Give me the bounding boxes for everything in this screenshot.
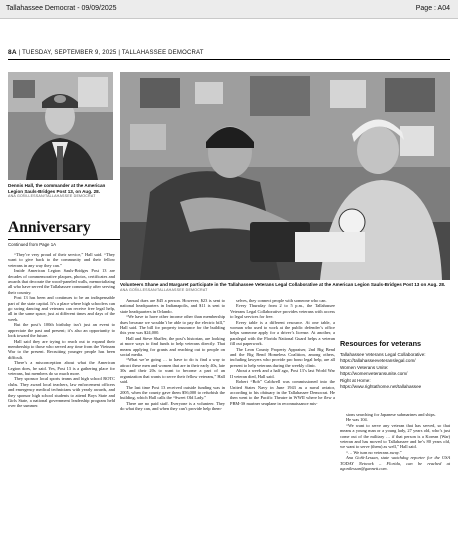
article-column-4 (340, 412, 450, 471)
paragraph: Annual dues are $45 a person. However, $23 is sent to national headquarters in Indianapolis, and $11 is sent to state headquarters in Orlando. (120, 298, 225, 314)
jump-line: Continued from Page 1A (8, 242, 57, 247)
paragraph: Inside American Legion Sauls-Bridges Post 13 are decades of commemorative plaques, photos, certificates and awards that decorate the wood-paneled walls, memorializing all who have served the Tallahassee community after serving their country. (8, 268, 115, 295)
paragraph: Every table is a different resource. At one table, a woman who used to work at the public defender’s office helps someone apply for a driver’s license. At another, a paralegal with the Florida National Guard helps a veteran fill out paperwork. (230, 319, 335, 347)
portrait-photo (8, 72, 113, 180)
resource-label: Tallahassee Veterans Legal Collaborative: (340, 352, 426, 357)
page-folio (8, 49, 450, 60)
paragraph: Post 13 has been and continues to be an indispensable part of the state capital. It’s a place where high schoolers can go swing dancing and veterans can receive free legal help, all in the same space, just at different times and days of the week. (8, 295, 115, 322)
main-caption-text: Volunteers Shane and Margaret participate in the Tallahassee Veterans Legal Collaborative at the American Legion Sauls-Bridges Post 13 on Aug. 28. (120, 282, 446, 287)
resource-label: Women Veterans Unite: (340, 364, 389, 370)
article-headline: Anniversary (8, 219, 120, 240)
article-column-1 (8, 252, 115, 409)
resources-list (340, 352, 450, 390)
edition-label: Tallahassee Democrat - 09/09/2025 (6, 5, 117, 12)
paragraph: “What we’re going … to have to do is find a way to attract these men and women that are in their early 40s, late 30s and their 20s to want to become a part of an organization that wants to serve their fellow veterans,” Hall said. (120, 357, 225, 385)
page-number: 8A (8, 49, 17, 56)
resources-heading: Resources for veterans (340, 339, 422, 348)
portrait-caption (8, 183, 116, 200)
page-indicator: Page : A04 (415, 5, 450, 12)
paragraph: “… We turn no veterans away.” (346, 449, 402, 455)
resource-label: Right at Home: (340, 377, 371, 383)
resource-link[interactable]: https://www.rightathome.net/tallahassee (340, 384, 422, 390)
paragraph: Robert “Bob” Caldwell was commissioned into the United States Navy in June 1943 as a naval aviator, according to his obituary in the Tallahassee Democrat. He then went to the Pacific Theatre in WWII where he flew a PBM-3S mariner seaplane in reconnaissance mis- (230, 379, 335, 406)
paragraph: About a week and a half ago, Post 13’s last World War II veteran died, Hall said. (230, 368, 335, 379)
paragraph: He was 104. (346, 417, 368, 423)
main-photo (120, 72, 450, 280)
paragraph: selves, they connect people with someone who can. (236, 298, 327, 303)
paragraph: They sponsor local sports teams and high school ROTC clubs. They award local teachers, law enforcement officers and emergency medical technicians with yearly awards, and they sponsor high school students to attend Boys State and Girls State, a national government leadership program held over the summer. (8, 376, 115, 409)
paragraph: But the post’s 100th birthday isn’t just an event to appreciate the past and present; it’s also an opportunity to look toward the future. (8, 322, 115, 339)
paragraph: The last time Post 13 received outside funding was in 2005, when the county gave them $56,000 to refurbish the building, which Hall calls the “Sweet Old Lady.” (120, 384, 225, 401)
paragraph: Every Thursday from 2 to 5 p.m., the Tallahassee Veterans Legal Collaborative provides veterans with access to legal services for free. (230, 303, 335, 320)
article-column-2 (120, 298, 225, 412)
paragraph: Hall said they are trying to reach out to expand their membership to those who served any time from the Vietnam War to the present. Recruiting younger people has been difficult. (8, 338, 115, 360)
paragraph: sions searching for Japanese submarines and ships. (346, 412, 436, 417)
paragraph: “We want to serve any veteran that has served, so that means a young man or a young lady, 27 years old, who’s just come out of the military … if that person is a Korean (War) veteran and has moved to Tallahassee and he’s 80 years old, we want to serve (them) as well,” Hall said. (340, 422, 450, 450)
main-photo-credit: ANA GOÑI-LESSAN/TALLAHASSEE DEMOCRAT (120, 287, 208, 292)
paragraph: There’s a misconception about what the American Legion does, he said. Yes, Post 13 is a gathering place for veterans, but members do so much more. (8, 360, 115, 376)
article-column-3 (230, 298, 335, 406)
paragraph: The Leon County Property Appraiser, 2nd Big Bend and the Big Bend Homeless Coalition, among others, including lawyers who provide pro bono legal help, are all present to help veterans during the weekly clinic. (230, 346, 335, 368)
resource-link[interactable]: https://womenveteransunite.com/ (340, 371, 408, 377)
resource-link[interactable]: https://tallahasseeveteranslegal.com/ (340, 358, 416, 364)
portrait-caption-text: Dennis Hall, the commander at the American Legion Sauls-Bridges Post 13, on Aug. 28. (8, 183, 106, 194)
folio-text: | TUESDAY, SEPTEMBER 9, 2025 | TALLAHASSEE DEMOCRAT (18, 50, 204, 56)
reporter-tagline: Ana Goñi-Lessan, state watchdog reporter for the USA TODAY Network – Florida, can be reached at agonilessan@gannett.com. (340, 455, 450, 472)
paragraph: “We have to have other income other than membership dues because we wouldn’t be able to pay the electric bill,” Hall said. The bill for property insurance for the building this year was $24,000. (120, 314, 225, 336)
portrait-photo-credit: ANA GOÑI-LESSAN/TALLAHASSEE DEMOCRAT (8, 194, 96, 199)
paragraph: Hall and Steve Shaffer, the post’s historian, are looking at more ways to find funds to help veterans directly. That means applying for grants and reaching out to people on social media. (120, 335, 225, 358)
viewer-top-bar (0, 0, 458, 19)
paragraph: There are no paid staff. Everyone is a volunteer. They do what they can, and when they can’t provide help them- (120, 400, 225, 412)
main-photo-caption (120, 282, 450, 293)
paragraph: “They’re very proud of their service,” Hall said. “They want to give back to the community and their fellow veterans in any way they can.” (8, 252, 115, 268)
